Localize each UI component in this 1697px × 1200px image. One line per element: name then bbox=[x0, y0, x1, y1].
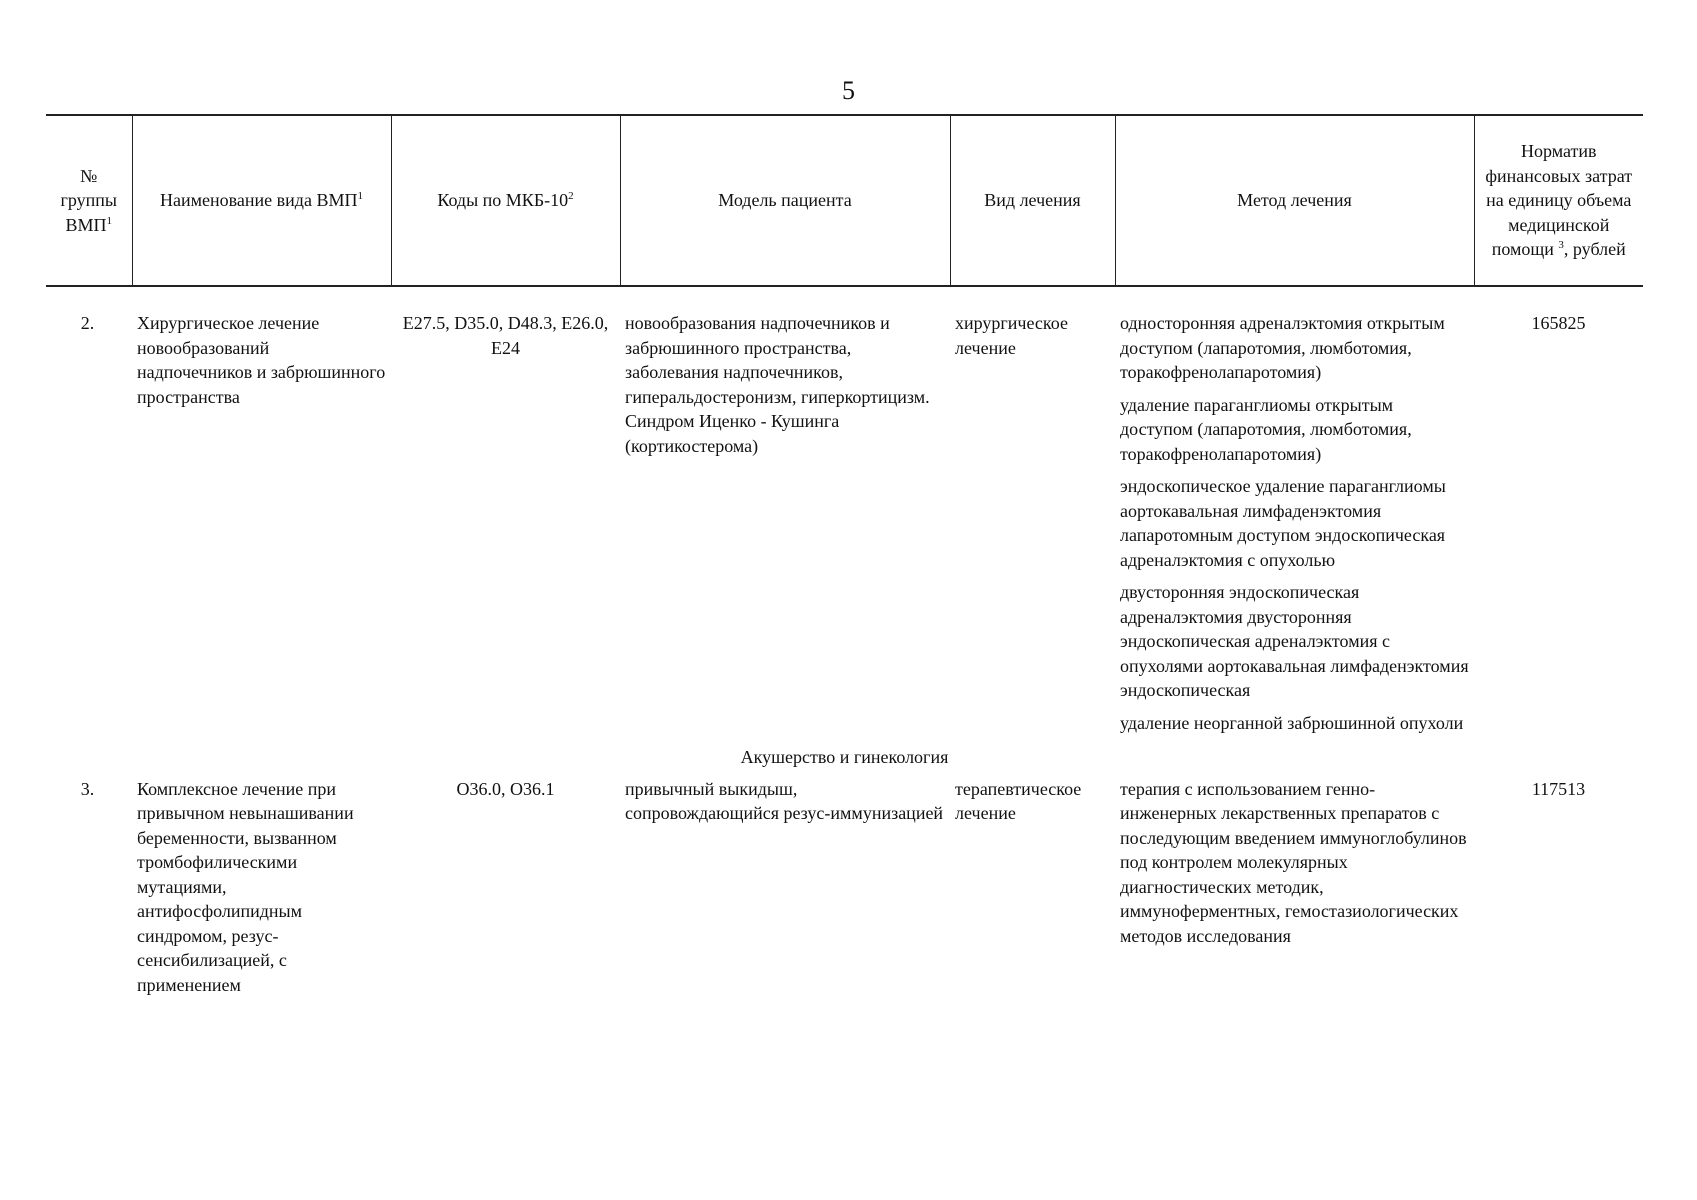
section-title: Акушерство и гинекология bbox=[740, 747, 949, 767]
header-group-no bbox=[46, 115, 132, 286]
header-name bbox=[132, 115, 391, 286]
method-item: терапия с использованием генно-инженерных лекарственных препаратов с последующим введением иммуноглобулинов под контролем молекулярных диагностических методик, иммуноферментных, гемостазиологических методов исследования bbox=[1120, 778, 1467, 946]
header-cost-unit: , рублей bbox=[1563, 239, 1626, 260]
row-cost: 117513 bbox=[1531, 778, 1586, 799]
row-patient-model: новообразования надпочечников и забрюшинного пространства, заболевания надпочечников, гиперальдостеронизм, гиперкортицизм. Синдром Иценко - Кушинга (кортикостерома) bbox=[625, 313, 930, 456]
row-name: Комплексное лечение при привычном невынашивании беременности, вызванном тромбофилическими мутациями, антифосфолипидным синдромом, резус-сенсибилизацией, с применением bbox=[137, 778, 354, 995]
footnote-1: 1 bbox=[106, 214, 112, 227]
header-codes-label: Коды по МКБ-10 bbox=[437, 190, 569, 211]
vmp-table bbox=[46, 114, 1643, 997]
method-item: эндоскопическое удаление параганглиомы аортокавальная лимфаденэктомия лапаротомным доступом эндоскопическая адреналэктомия с опухолью bbox=[1120, 476, 1446, 570]
row-treatment-type: хирургическое лечение bbox=[955, 313, 1068, 358]
row-cost: 165825 bbox=[1531, 313, 1586, 333]
row-codes: O36.0, O36.1 bbox=[456, 778, 555, 799]
method-item: двусторонняя эндоскопическая адреналэктомия двусторонняя эндоскопическая адреналэктомия с опухолями аортокавальная лимфаденэктомия эндоскопическая bbox=[1120, 582, 1469, 700]
method-item: односторонняя адреналэктомия открытым доступом (лапаротомия, люмботомия, торакофренолапаротомия) bbox=[1120, 313, 1445, 382]
row-number: 2. bbox=[80, 313, 95, 333]
header-patient-model: Модель пациента bbox=[620, 115, 950, 286]
header-treatment-type: Вид лечения bbox=[950, 115, 1115, 286]
method-item: удаление неорганной забрюшинной опухоли bbox=[1120, 712, 1464, 733]
header-cost bbox=[1474, 115, 1643, 286]
footnote-1: 1 bbox=[357, 190, 363, 203]
row-methods bbox=[1115, 777, 1474, 998]
table-row bbox=[46, 311, 1643, 735]
header-group-no-label: № группы ВМП bbox=[60, 165, 117, 235]
header-cost-label: Норматив финансовых затрат на единицу объема медицинской помощи bbox=[1485, 141, 1633, 260]
header-method: Метод лечения bbox=[1115, 115, 1474, 286]
row-methods bbox=[1115, 311, 1474, 735]
footnote-3: 3 bbox=[1558, 239, 1564, 252]
table-row bbox=[46, 777, 1643, 998]
method-item: удаление параганглиомы открытым доступом (лапаротомия, люмботомия, торакофренолапаротомия) bbox=[1120, 394, 1412, 464]
table-header bbox=[46, 115, 1643, 286]
row-treatment-type: терапевтическое лечение bbox=[955, 778, 1082, 823]
section-row bbox=[46, 735, 1643, 777]
row-name: Хирургическое лечение новообразований надпочечников и забрюшинного пространства bbox=[137, 313, 386, 407]
footnote-2: 2 bbox=[568, 190, 574, 203]
header-name-label: Наименование вида ВМП bbox=[160, 190, 358, 211]
header-codes bbox=[391, 115, 620, 286]
row-number: 3. bbox=[80, 778, 95, 799]
row-patient-model: привычный выкидыш, сопровождающийся резус-иммунизацией bbox=[625, 778, 944, 823]
page-number: 5 bbox=[842, 76, 855, 105]
row-codes: E27.5, D35.0, D48.3, E26.0, E24 bbox=[402, 313, 609, 358]
